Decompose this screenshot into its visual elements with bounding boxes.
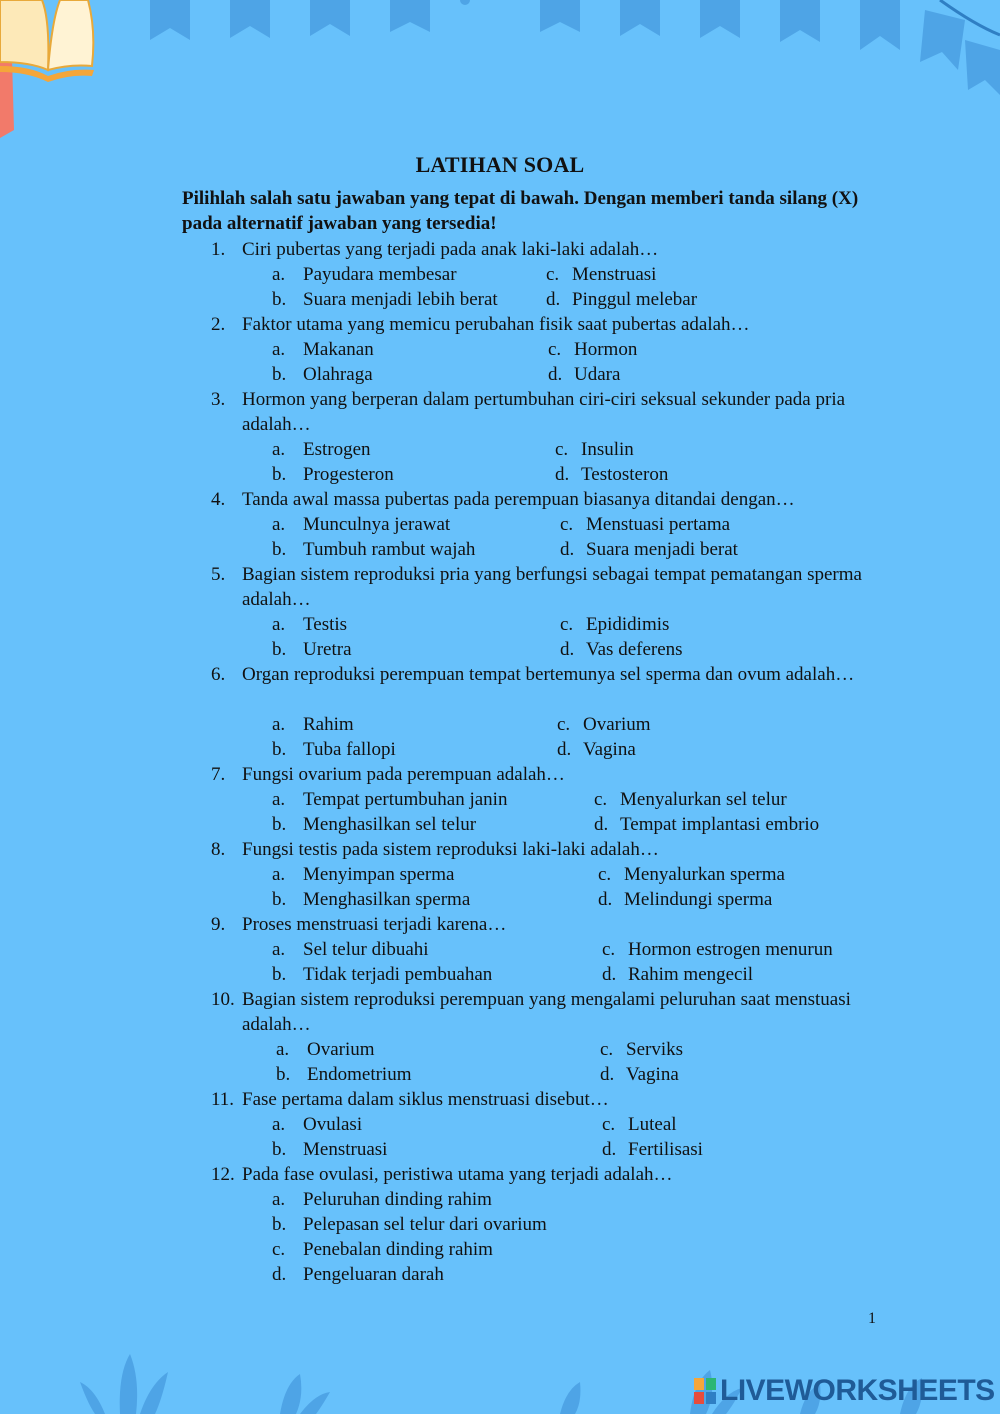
option-text: Hormon estrogen menurun bbox=[628, 939, 833, 960]
question-text: Fase pertama dalam siklus menstruasi disebut… bbox=[242, 1089, 609, 1110]
option-letter: d. bbox=[560, 639, 575, 660]
option-letter: a. bbox=[272, 1189, 286, 1210]
option-text: Penebalan dinding rahim bbox=[303, 1239, 493, 1260]
option-text: Tempat pertumbuhan janin bbox=[303, 789, 508, 810]
option-text: Payudara membesar bbox=[303, 264, 457, 285]
question-text: Organ reproduksi perempuan tempat bertemunya sel sperma dan ovum adalah… bbox=[242, 664, 855, 685]
option-letter: b. bbox=[272, 639, 287, 660]
option-letter: a. bbox=[272, 614, 286, 635]
question-number: 11. bbox=[211, 1089, 235, 1110]
option-letter: a. bbox=[272, 789, 286, 810]
option-letter: c. bbox=[560, 614, 574, 635]
question-text: Proses menstruasi terjadi karena… bbox=[242, 914, 507, 935]
option-letter: c. bbox=[598, 864, 612, 885]
option-letter: d. bbox=[555, 464, 570, 485]
option-letter: b. bbox=[272, 364, 287, 385]
option-letter: c. bbox=[557, 714, 571, 735]
option-text: Menyalurkan sel telur bbox=[620, 789, 787, 810]
option-text: Uretra bbox=[303, 639, 352, 660]
question-text: Faktor utama yang memicu perubahan fisik saat pubertas adalah… bbox=[242, 314, 750, 335]
option-text: Fertilisasi bbox=[628, 1139, 703, 1160]
option-text: Menstruasi bbox=[303, 1139, 388, 1160]
option-letter: b. bbox=[272, 464, 287, 485]
option-letter: c. bbox=[594, 789, 608, 810]
option-text: Hormon bbox=[574, 339, 638, 360]
option-text: Suara menjadi lebih berat bbox=[303, 289, 498, 310]
liveworksheets-logo bbox=[690, 1372, 995, 1408]
option-text: Pinggul melebar bbox=[572, 289, 698, 310]
option-text: Estrogen bbox=[303, 439, 371, 460]
question-text: Fungsi ovarium pada perempuan adalah… bbox=[242, 764, 565, 785]
option-text: Vagina bbox=[583, 739, 636, 760]
option-text: Tidak terjadi pembuahan bbox=[303, 964, 493, 985]
option-letter: b. bbox=[276, 1064, 291, 1085]
option-letter: a. bbox=[272, 714, 286, 735]
option-letter: a. bbox=[272, 264, 286, 285]
option-text: Rahim mengecil bbox=[628, 964, 754, 985]
option-text: Progesteron bbox=[303, 464, 394, 485]
option-letter: c. bbox=[560, 514, 574, 535]
question-number: 7. bbox=[211, 764, 226, 785]
option-letter: c. bbox=[602, 1114, 616, 1135]
option-letter: a. bbox=[276, 1039, 290, 1060]
question-number: 12. bbox=[211, 1164, 235, 1185]
question-text: Fungsi testis pada sistem reproduksi laki-laki adalah… bbox=[242, 839, 659, 860]
option-letter: d. bbox=[602, 1139, 617, 1160]
option-letter: a. bbox=[272, 514, 286, 535]
liveworksheets-mark-icon bbox=[694, 1378, 716, 1404]
option-text: Menyalurkan sperma bbox=[624, 864, 785, 885]
question-text: Hormon yang berperan dalam pertumbuhan ciri-ciri seksual sekunder pada pria adalah… bbox=[242, 389, 846, 435]
option-letter: d. bbox=[272, 1264, 287, 1285]
option-text: Ovulasi bbox=[303, 1114, 363, 1135]
book-decoration bbox=[0, 0, 100, 140]
worksheet-title: LATIHAN SOAL bbox=[415, 152, 585, 177]
option-letter: a. bbox=[272, 864, 286, 885]
option-letter: d. bbox=[598, 889, 613, 910]
question-text: Tanda awal massa pubertas pada perempuan biasanya ditandai dengan… bbox=[242, 489, 795, 510]
option-letter: b. bbox=[272, 814, 287, 835]
option-letter: d. bbox=[548, 364, 563, 385]
option-letter: b. bbox=[272, 964, 287, 985]
question-number: 5. bbox=[211, 564, 226, 585]
option-text: Munculnya jerawat bbox=[303, 514, 451, 535]
option-text: Vas deferens bbox=[586, 639, 683, 660]
option-text: Peluruhan dinding rahim bbox=[303, 1189, 492, 1210]
option-letter: a. bbox=[272, 339, 286, 360]
option-letter: c. bbox=[600, 1039, 614, 1060]
option-text: Tuba fallopi bbox=[303, 739, 396, 760]
option-text: Insulin bbox=[581, 439, 634, 460]
option-text: Sel telur dibuahi bbox=[303, 939, 429, 960]
question-text: Bagian sistem reproduksi perempuan yang mengalami peluruhan saat menstuasi adalah… bbox=[242, 989, 851, 1035]
option-text: Menyimpan sperma bbox=[303, 864, 455, 885]
option-text: Vagina bbox=[626, 1064, 679, 1085]
page-number: 1 bbox=[868, 1310, 876, 1327]
option-text: Olahraga bbox=[303, 364, 373, 385]
option-letter: c. bbox=[546, 264, 560, 285]
option-letter: c. bbox=[602, 939, 616, 960]
question-number: 10. bbox=[211, 989, 235, 1010]
question-number: 2. bbox=[211, 314, 226, 335]
question-text: Bagian sistem reproduksi pria yang berfungsi sebagai tempat pematangan sperma adalah… bbox=[242, 564, 862, 610]
option-letter: a. bbox=[272, 939, 286, 960]
option-letter: d. bbox=[594, 814, 609, 835]
option-text: Menghasilkan sel telur bbox=[303, 814, 477, 835]
question-number: 9. bbox=[211, 914, 226, 935]
option-letter: b. bbox=[272, 289, 287, 310]
option-letter: c. bbox=[272, 1239, 286, 1260]
question-text: Ciri pubertas yang terjadi pada anak laki-laki adalah… bbox=[242, 239, 659, 260]
option-letter: b. bbox=[272, 1214, 287, 1235]
option-text: Serviks bbox=[626, 1039, 683, 1060]
option-text: Ovarium bbox=[307, 1039, 375, 1060]
question-number: 1. bbox=[211, 239, 226, 260]
option-letter: d. bbox=[557, 739, 572, 760]
instruction-text: Pilihlah salah satu jawaban yang tepat di bawah. Dengan memberi tanda silang (X) pada alternatif jawaban yang tersedia! bbox=[182, 188, 859, 234]
option-letter: a. bbox=[272, 1114, 286, 1135]
bunting-decoration bbox=[0, 0, 1000, 110]
option-letter: c. bbox=[555, 439, 569, 460]
option-letter: b. bbox=[272, 889, 287, 910]
liveworksheets-logo-text: LIVEWORKSHEETS bbox=[720, 1374, 995, 1407]
option-letter: b. bbox=[272, 539, 287, 560]
option-text: Ovarium bbox=[583, 714, 651, 735]
option-text: Udara bbox=[574, 364, 621, 385]
option-text: Luteal bbox=[628, 1114, 677, 1135]
option-letter: d. bbox=[602, 964, 617, 985]
question-number: 8. bbox=[211, 839, 226, 860]
option-text: Menstuasi pertama bbox=[586, 514, 731, 535]
option-letter: b. bbox=[272, 739, 287, 760]
question-number: 3. bbox=[211, 389, 226, 410]
question-text: Pada fase ovulasi, peristiwa utama yang terjadi adalah… bbox=[242, 1164, 673, 1185]
option-letter: d. bbox=[600, 1064, 615, 1085]
option-text: Testosteron bbox=[581, 464, 669, 485]
option-text: Tumbuh rambut wajah bbox=[303, 539, 476, 560]
option-text: Melindungi sperma bbox=[624, 889, 773, 910]
question-number: 4. bbox=[211, 489, 226, 510]
option-text: Pengeluaran darah bbox=[303, 1264, 444, 1285]
option-text: Menghasilkan sperma bbox=[303, 889, 471, 910]
option-text: Endometrium bbox=[307, 1064, 412, 1085]
question-number: 6. bbox=[211, 664, 226, 685]
option-text: Tempat implantasi embrio bbox=[620, 814, 820, 835]
option-text: Makanan bbox=[303, 339, 374, 360]
option-letter: c. bbox=[548, 339, 562, 360]
option-text: Suara menjadi berat bbox=[586, 539, 738, 560]
option-letter: a. bbox=[272, 439, 286, 460]
option-letter: d. bbox=[560, 539, 575, 560]
option-text: Testis bbox=[303, 614, 348, 635]
option-text: Epididimis bbox=[586, 614, 670, 635]
option-letter: b. bbox=[272, 1139, 287, 1160]
option-text: Rahim bbox=[303, 714, 354, 735]
option-text: Pelepasan sel telur dari ovarium bbox=[303, 1214, 547, 1235]
option-text: Menstruasi bbox=[572, 264, 657, 285]
option-letter: d. bbox=[546, 289, 561, 310]
